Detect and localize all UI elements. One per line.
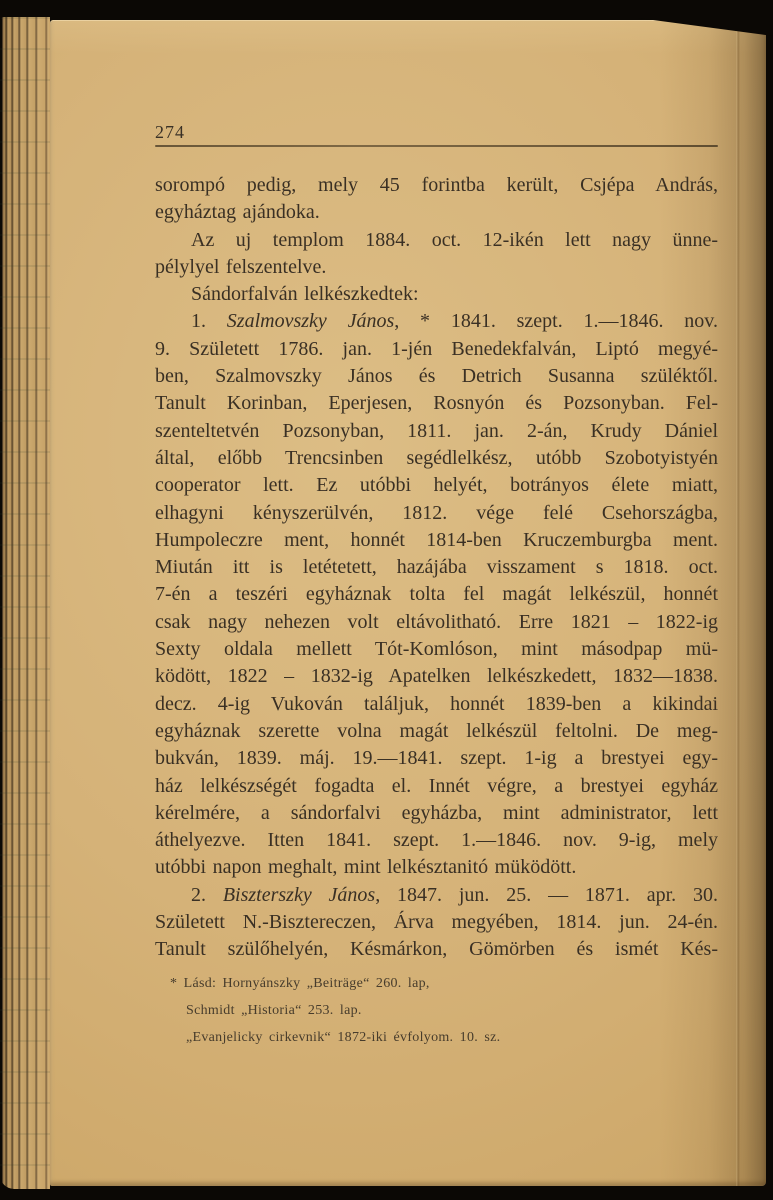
body-line: 9. Született 1786. jan. 1-jén Benedekfalván, Liptó megyé- <box>155 337 718 360</box>
body-line: szenteltetvén Pozsonyban, 1811. jan. 2-án, Krudy Dániel <box>155 419 718 442</box>
footnote-line: Schmidt „Historia“ 253. lap. <box>186 1002 362 1018</box>
body-line: Sándorfalván lelkészkedtek: <box>191 283 419 306</box>
book-page <box>50 20 766 1186</box>
body-line: 7-én a teszéri egyháznak tolta fel magát lelkészül, honnét <box>155 583 718 606</box>
body-line: cooperator lett. Ez utóbbi helyét, botrányos élete miatt, <box>155 474 718 497</box>
footnote-line: „Evanjelicky cirkevnik“ 1872-iki évfolyom. 10. sz. <box>186 1029 501 1045</box>
body-line: Az uj templom 1884. oct. 12-ikén lett nagy ünne- <box>191 228 718 251</box>
body-line: Tanult Korinban, Eperjesen, Rosnyón és Pozsonyban. Fel- <box>155 392 718 415</box>
body-line: egyháztag ajándoka. <box>155 201 320 224</box>
body-line: Miután itt is letétetett, hazájába visszament s 1818. oct. <box>155 556 718 579</box>
footnote-line: * Lásd: Hornyánszky „Beiträge“ 260. lap, <box>170 975 430 991</box>
body-line: ház lelkészségét fogadta el. Innét végre, a brestyei egyház <box>155 774 718 797</box>
body-line: Született N.-Bisztereczen, Árva megyében, 1814. jun. 24-én. <box>155 911 718 934</box>
body-line: bukván, 1839. máj. 19.—1841. szept. 1-ig a brestyei egy- <box>155 747 718 770</box>
page-fold-crease <box>736 20 740 1186</box>
footnote-section <box>155 970 718 1051</box>
body-line: csak nagy nehezen volt eltávolitható. Erre 1821 – 1822-ig <box>155 610 718 633</box>
body-line: kérelmére, a sándorfalvi egyházba, mint administrator, lett <box>155 801 718 824</box>
page-content <box>155 123 718 1051</box>
body-line: által, előbb Trencsinben segédlelkész, utóbb Szobotyistyén <box>155 446 718 469</box>
body-line: ködött, 1822 – 1832-ig Apatelken lelkészkedett, 1832—1838. <box>155 665 718 688</box>
body-line: 1. Szalmovszky János, * 1841. szept. 1.—1846. nov. <box>191 310 718 333</box>
page-edge-stack <box>0 17 50 1189</box>
page-number: 274 <box>155 122 185 142</box>
body-line: áthelyezve. Itten 1841. szept. 1.—1846. nov. 9-ig, mely <box>155 829 718 852</box>
body-line: 2. Biszterszky János, 1847. jun. 25. — 1871. apr. 30. <box>191 883 718 906</box>
body-line: elhagyni kényszerülvén, 1812. vége felé Csehországba, <box>155 501 718 524</box>
body-line: sorompó pedig, mely 45 forintba került, Csjépa András, <box>155 174 718 196</box>
body-text <box>155 172 718 964</box>
body-line: Humpoleczre ment, honnét 1814-ben Kruczemburgba ment. <box>155 528 718 551</box>
body-line: Tanult szülőhelyén, Késmárkon, Gömörben és ismét Kés- <box>155 938 718 961</box>
body-line: ben, Szalmovszky János és Detrich Susanna szüléktől. <box>155 365 718 388</box>
body-line: utóbbi napon meghalt, mint lelkésztanitó müködött. <box>155 856 577 879</box>
body-line: decz. 4-ig Vukován találjuk, honnét 1839-ben a kikindai <box>155 692 718 715</box>
header-rule <box>155 145 718 147</box>
body-line: pélylyel felszentelve. <box>155 255 327 278</box>
body-line: egyháznak szerette volna magát lelkészül feltolni. De meg- <box>155 719 718 742</box>
body-line: Sexty oldala mellett Tót-Komlóson, mint másodpap mü- <box>155 638 718 661</box>
